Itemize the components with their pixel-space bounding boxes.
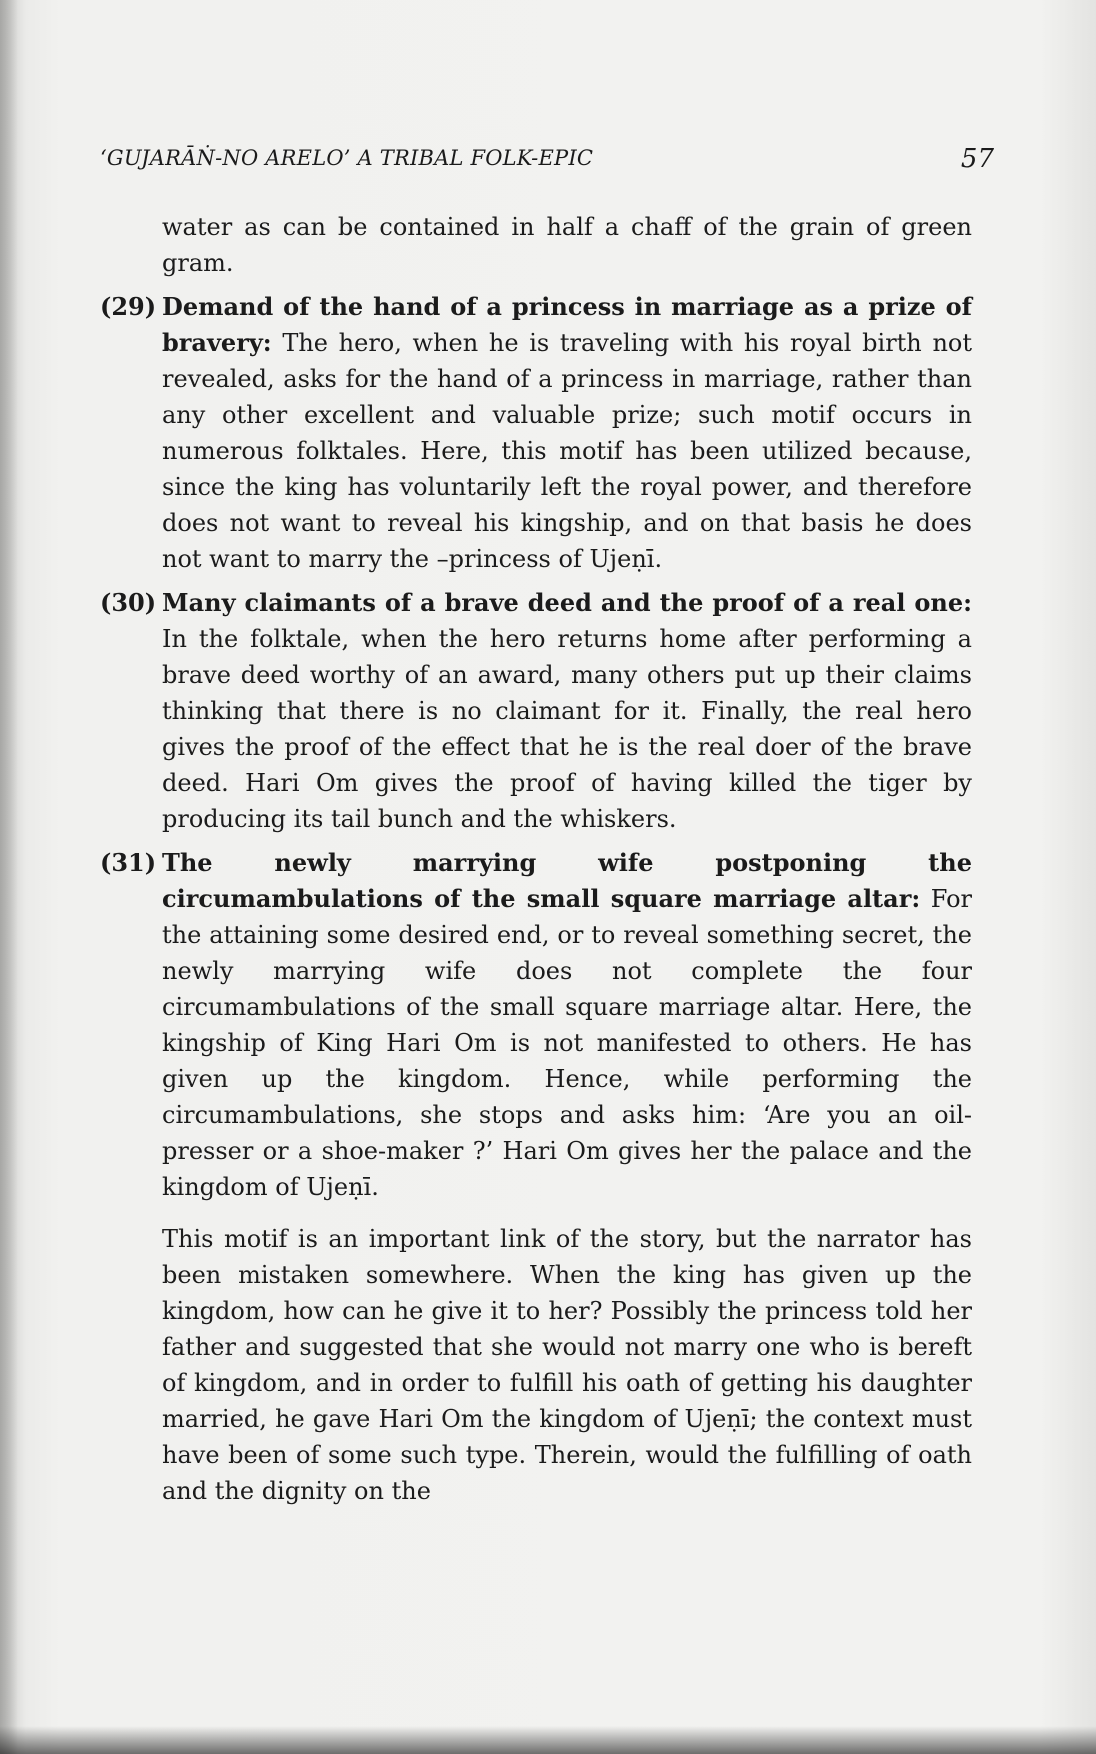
item-text: For the attaining some desired end, or to reveal something secret, the newly marrying wife does not complete the four circumambulations of the small square marriage altar. Here, the kingship of King Hari Om is not manifested to others. He has given up the kingdom. Hence, while performing the circumambulations, she stops and asks him: ‘Are you an oil-presser or a shoe-maker ?’ Hari Om gives her the palace and the kingdom of Ujeṇī.: [162, 885, 972, 1201]
motif-item-31: [100, 845, 972, 1205]
item-number: (29): [100, 292, 157, 321]
page-number: 57: [960, 144, 994, 174]
item-text: The hero, when he is traveling with his royal birth not revealed, asks for the hand of a princess in marriage, rather than any other excellent and valuable prize; such motif occurs in numerous folktales. Here, this motif has been utilized because, since the king has voluntarily left the royal power, and therefore does not want to reveal his kingship, and on that basis he does not want to marry the –princess of Ujeṇī.: [162, 329, 972, 573]
motif-item-29: [100, 289, 972, 577]
item-heading: Many claimants of a brave deed and the proof of a real one:: [162, 588, 972, 617]
item-number: (30): [100, 588, 157, 617]
body-text: [100, 209, 972, 1509]
item-text: In the folktale, when the hero returns home after performing a brave deed worthy of an award, many others put up their claims thinking that there is no claimant for it. Finally, the real hero gives the proof of the effect that he is the real doer of the brave deed. Hari Om gives the proof of having killed the tiger by producing its tail bunch and the whiskers.: [162, 625, 972, 833]
spine-shadow: [0, 0, 18, 1754]
page-bottom-edge: [0, 1726, 1096, 1754]
item-number: (31): [100, 848, 157, 877]
item-heading: The newly marrying wife postponing the circumambulations of the small square marriage altar:: [162, 848, 972, 913]
closing-paragraph: This motif is an important link of the story, but the narrator has been mistaken somewhere. When the king has given up the kingdom, how can he give it to her? Possibly the princess told her father and suggested that she would not marry one who is bereft of kingdom, and in order to fulfill his oath of getting his daughter married, he gave Hari Om the kingdom of Ujeṇī; the context must have been of some such type. Therein, would the fulfilling of oath and the dignity on the: [162, 1225, 972, 1505]
motif-item-30: [100, 585, 972, 837]
item-heading: Demand of the hand of a princess in marriage as a prize of bravery:: [162, 292, 972, 357]
running-title: ‘GUJARĀṄ-NO ARELO’ A TRIBAL FOLK-EPIC: [100, 146, 594, 170]
running-head: [100, 146, 994, 178]
intro-paragraph: water as can be contained in half a chaff of the grain of green gram.: [162, 213, 972, 277]
